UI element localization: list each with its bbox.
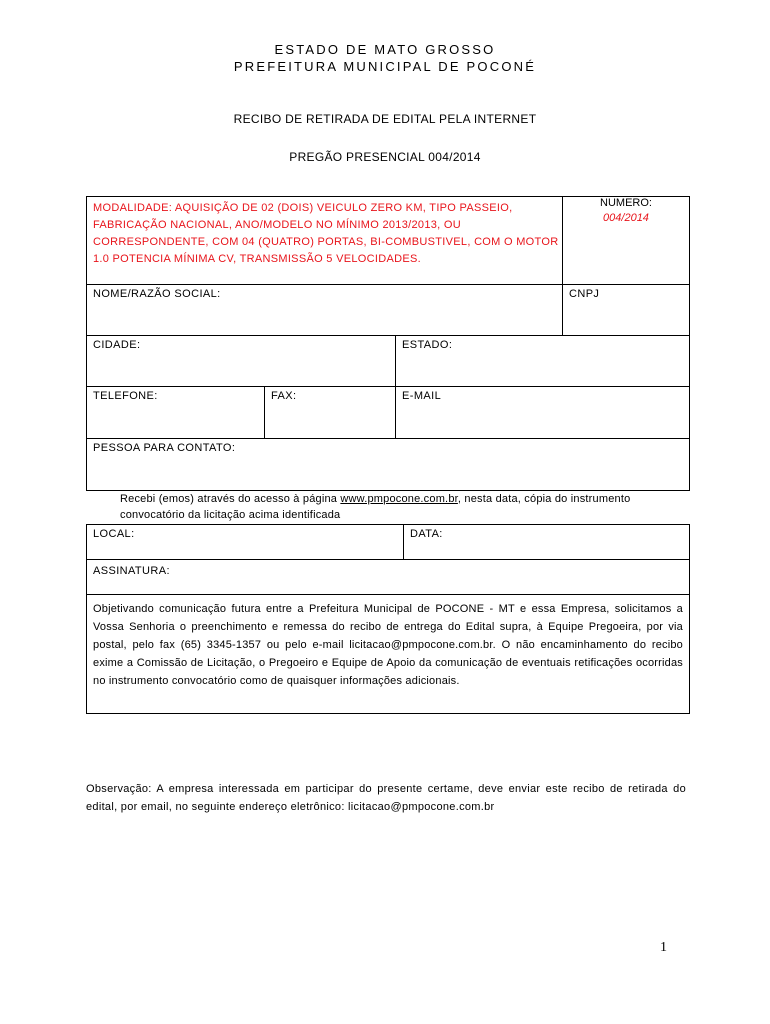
assinatura-label: ASSINATURA: [93, 565, 170, 577]
recebi-prefix: Recebi (emos) através do acesso à página [120, 493, 341, 505]
fax-label: FAX: [271, 390, 297, 402]
estado-label: ESTADO: [402, 339, 453, 351]
numero-cell [563, 197, 690, 285]
recebi-suffix: , nesta data, cópia do instrumento convocatório da licitação acima identificada [120, 493, 631, 521]
cidade-label: CIDADE: [93, 339, 141, 351]
form-header-table [86, 196, 690, 336]
nome-field[interactable] [87, 285, 563, 336]
local-label: LOCAL: [93, 528, 135, 540]
cidade-field[interactable] [87, 336, 396, 387]
info-cell [87, 595, 690, 714]
telefone-field[interactable] [87, 387, 265, 439]
nome-label: NOME/RAZÃO SOCIAL: [93, 288, 221, 300]
header-prefecture: PREFEITURA MUNICIPAL DE POCONÉ [233, 59, 537, 74]
contato-field[interactable] [87, 439, 690, 491]
recebi-statement [120, 491, 650, 523]
numero-value: 004/2014 [603, 212, 649, 224]
document-subtitle: PREGÃO PRESENCIAL 004/2014 [289, 150, 481, 164]
fax-field[interactable] [265, 387, 396, 439]
estado-field[interactable] [396, 336, 690, 387]
info-text: Objetivando comunicação futura entre a Prefeitura Municipal de POCONE - MT e essa Empresa, solicitamos a Vossa Senhoria o preenchimento e remessa do recibo de entrega do Edital supra, à Equipe Pregoeira, por via postal, pelo fax (65) 3345-1357 ou pelo e-mail licitacao@pmpocone.com.br. O não encaminhamento do recibo exime a Comissão de Licitação, o Pregoeiro e Equipe de Apoio da comunicação de eventuais retificações ocorridas no instrumento convocatório como de quaisquer informações adicionais. [93, 603, 683, 687]
data-field[interactable] [404, 525, 690, 560]
numero-label: NUMERO: [600, 197, 652, 209]
observacao-text: Observação: A empresa interessada em participar do presente certame, deve enviar este recibo de retirada do edital, por email, no seguinte endereço eletrônico: licitacao@pmpocone.com.br [86, 783, 686, 813]
recebi-url-link[interactable]: www.pmpocone.com.br [340, 493, 458, 505]
email-label: E-MAIL [402, 390, 442, 402]
assinatura-field[interactable] [87, 560, 690, 595]
cnpj-label: CNPJ [569, 288, 600, 300]
local-field[interactable] [87, 525, 404, 560]
telefone-label: TELEFONE: [93, 390, 158, 402]
cnpj-field[interactable] [563, 285, 690, 336]
email-field[interactable] [396, 387, 690, 439]
contato-label: PESSOA PARA CONTATO: [93, 442, 236, 454]
page-number: 1 [660, 940, 667, 955]
form-signature-table [86, 524, 690, 714]
modalidade-text: MODALIDADE: AQUISIÇÃO DE 02 (DOIS) VEICULO ZERO KM, TIPO PASSEIO, FABRICAÇÃO NACIONAL, ANO/MODELO NO MÍNIMO 2013/2013, OU CORRESPONDENTE, COM 04 (QUATRO) PORTAS, BI-COMBUSTIVEL, COM O MOTOR 1.0 POTENCIA MÍNIMA CV, TRANSMISSÃO 5 VELOCIDADES. [93, 202, 559, 265]
modalidade-cell [87, 197, 563, 285]
form-contact-table [86, 335, 690, 491]
document-title: RECIBO DE RETIRADA DE EDITAL PELA INTERNET [233, 112, 537, 126]
header-state: ESTADO DE MATO GROSSO [274, 42, 496, 57]
data-label: DATA: [410, 528, 443, 540]
